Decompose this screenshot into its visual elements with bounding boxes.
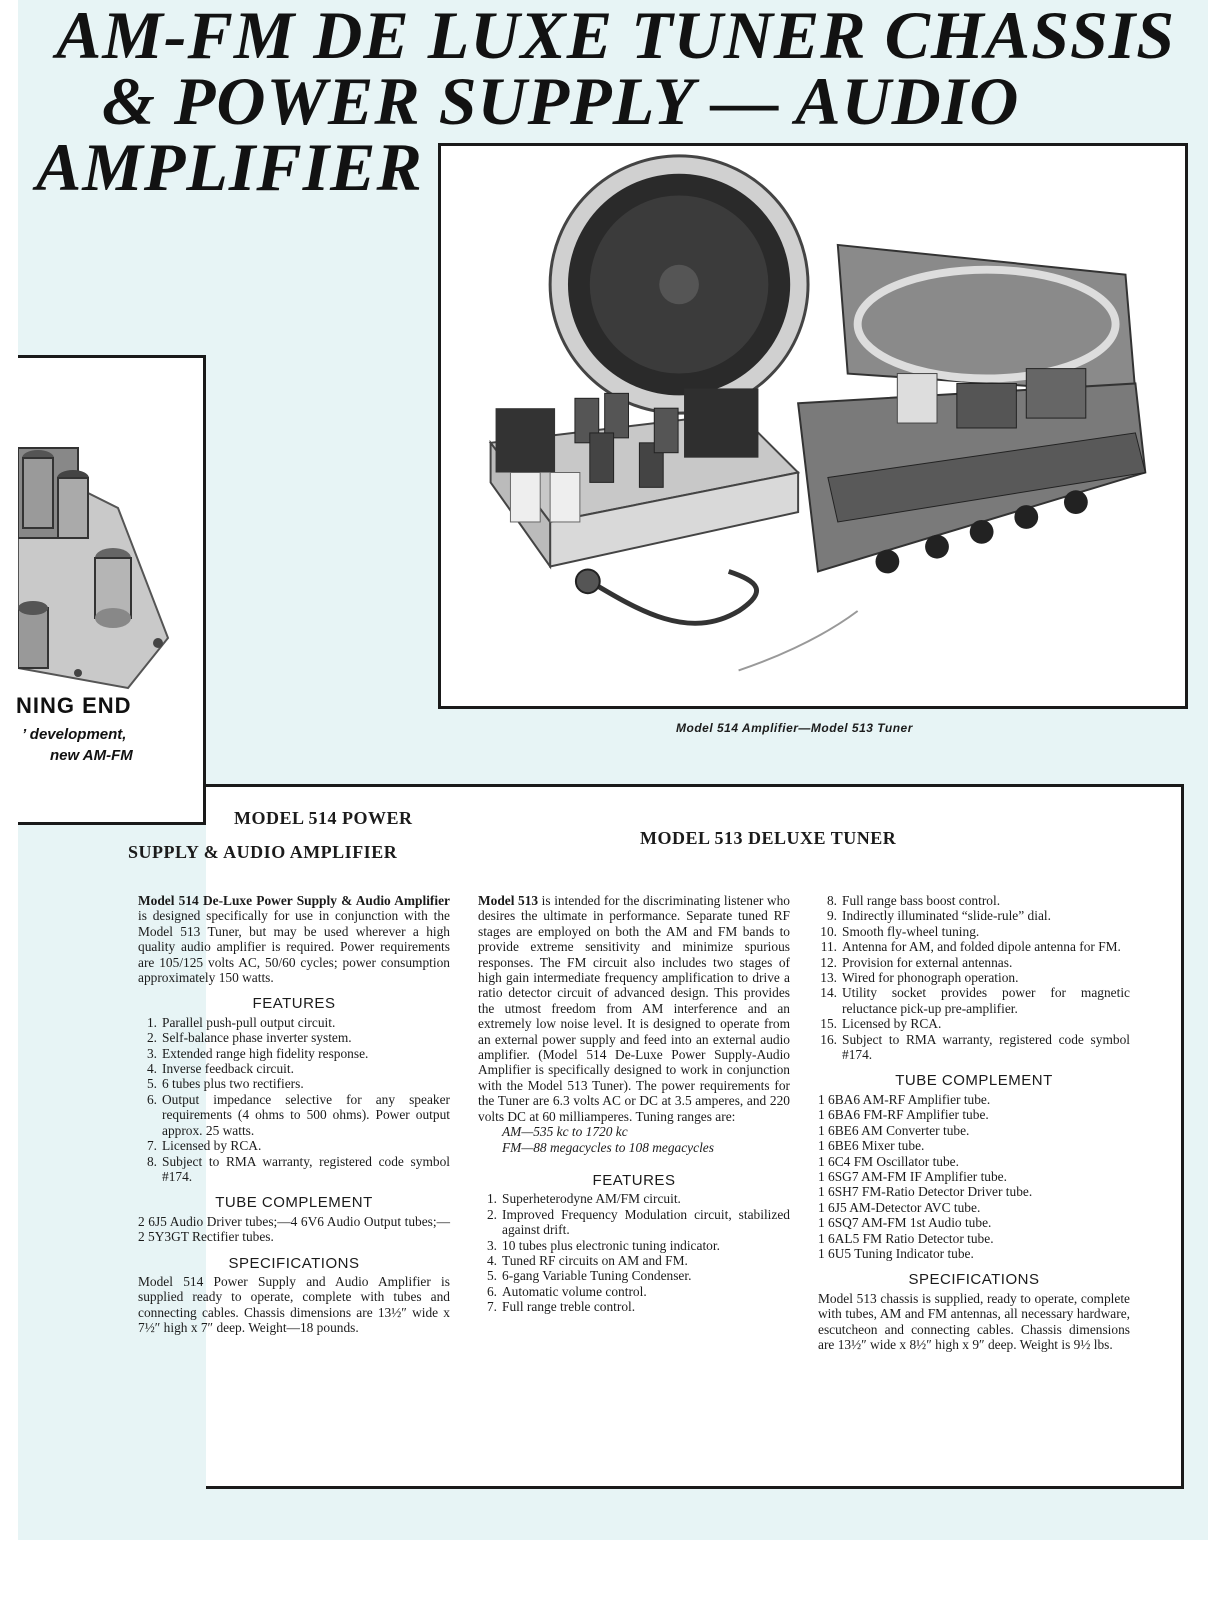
feature-text: Utility socket provides power for magnetic reluctance pick-up pre-amplifier. [842,985,1130,1016]
model-514-features-list [138,1015,450,1184]
feature-item [138,1138,450,1153]
feature-text: Extended range high fidelity response. [162,1045,369,1061]
side-caption-line-1: NING END [16,693,132,718]
feature-number: 13. [820,970,837,986]
feature-item [478,1207,790,1238]
feature-text: Indirectly illuminated “slide-rule” dial. [842,908,1051,924]
model-514-features-title: FEATURES [252,995,336,1013]
model-514-heading-line-2: SUPPLY & AUDIO AMPLIFIER [128,842,398,862]
feature-number: 4. [486,1252,497,1268]
model-514-tube-title: TUBE COMPLEMENT [215,1194,373,1212]
feature-number: 1. [146,1014,157,1030]
tuning-range-am: AM—535 kc to 1720 kc [502,1124,628,1140]
model-513-spec-title: SPECIFICATIONS [908,1271,1040,1289]
feature-item [818,955,1130,970]
product-photo [438,143,1188,709]
tube-item: 1 6SG7 AM-FM IF Amplifier tube. [818,1168,1007,1184]
feature-text: Provision for external antennas. [842,954,1013,970]
tube-item: 1 6BE6 Mixer tube. [818,1138,925,1154]
model-513-features-list-a [478,1191,790,1314]
feature-item [478,1238,790,1253]
feature-text: Full range treble control. [502,1299,636,1315]
feature-text: Wired for phonograph operation. [842,970,1019,986]
feature-number: 3. [146,1045,157,1061]
feature-item [818,1032,1130,1063]
tube-item: 1 6BA6 FM-RF Amplifier tube. [818,1107,989,1123]
title-line-3: AMPLIFIER [36,129,423,205]
model-513-intro-bold: Model 513 [478,893,539,908]
feature-number: 9. [826,908,837,924]
feature-text: 6 tubes plus two rectifiers. [162,1076,304,1092]
tube-item: 1 6BE6 AM Converter tube. [818,1122,970,1138]
tube-item: 1 6C4 FM Oscillator tube. [818,1153,959,1169]
feature-item [478,1284,790,1299]
feature-item [138,1154,450,1185]
model-514-intro-text: is designed specifically for use in conjunction with the Model 513 Tuner, but may be used wherever a high quality audio amplifier is required. Power requirements are 105/125 volts AC, 50/60 cycles; power consumption approximately 150 watts. [138,908,450,986]
feature-text: Subject to RMA warranty, registered code symbol #174. [162,1153,450,1184]
feature-number: 8. [826,893,837,908]
feature-text: Full range bass boost control. [842,893,1001,908]
feature-text: Automatic volume control. [502,1283,647,1299]
side-caption-line-3: new AM-FM [50,747,133,764]
model-513-column-2 [818,893,1130,1352]
feature-number: 2. [486,1206,497,1222]
feature-number: 14. [820,985,837,1001]
photo-caption: Model 514 Amplifier—Model 513 Tuner [676,721,913,735]
tube-item: 1 6U5 Tuning Indicator tube. [818,1245,974,1261]
feature-item [138,1092,450,1138]
feature-item [478,1268,790,1283]
feature-number: 2. [146,1030,157,1046]
feature-number: 5. [486,1268,497,1284]
feature-text: Improved Frequency Modulation circuit, stabilized against drift. [502,1206,790,1238]
feature-number: 3. [486,1237,497,1253]
tube-item: 1 6AL5 FM Ratio Detector tube. [818,1230,994,1246]
feature-item [138,1046,450,1061]
tube-item: 1 6SH7 FM-Ratio Detector Driver tube. [818,1184,1033,1200]
feature-item [818,970,1130,985]
feature-item [818,908,1130,923]
title-line-2: & POWER SUPPLY — AUDIO [102,63,1020,139]
feature-number: 6. [486,1283,497,1299]
feature-item [478,1191,790,1206]
model-514-tube-text: 2 6J5 Audio Driver tubes;—4 6V6 Audio Output tubes;—2 5Y3GT Rectifier tubes. [138,1213,450,1245]
tube-item: 1 6BA6 AM-RF Amplifier tube. [818,1091,991,1107]
feature-number: 1. [486,1191,497,1207]
feature-text: Subject to RMA warranty, registered code symbol #174. [842,1031,1130,1063]
feature-number: 8. [146,1153,157,1169]
feature-text: Output impedance selective for any speaker requirements (4 ohms to 500 ohms). Power output approx. 25 watts. [162,1091,450,1138]
feature-number: 5. [146,1076,157,1092]
model-514-column [138,893,450,1336]
model-513-tube-list [818,1092,1130,1261]
tube-item: 1 6J5 AM-Detector AVC tube. [818,1199,981,1215]
feature-item [478,1253,790,1268]
feature-item [138,1076,450,1091]
feature-item [818,939,1130,954]
feature-text: 6-gang Variable Tuning Condenser. [502,1268,692,1284]
feature-text: Superheterodyne AM/FM circuit. [502,1191,681,1207]
feature-number: 15. [820,1016,837,1032]
feature-number: 4. [146,1061,157,1077]
feature-text: Parallel push-pull output circuit. [162,1014,336,1030]
feature-number: 12. [820,954,837,970]
feature-text: Self-balance phase inverter system. [162,1030,352,1046]
feature-text: Inverse feedback circuit. [162,1061,294,1077]
side-caption-line-2: ’ development, [22,726,127,743]
feature-item [138,1015,450,1030]
feature-number: 7. [486,1299,497,1315]
feature-text: Antenna for AM, and folded dipole antenna for FM. [842,939,1121,955]
model-514-intro-bold: Model 514 De-Luxe Power Supply & Audio Amplifier [138,893,450,908]
model-514-spec-title: SPECIFICATIONS [228,1254,360,1272]
model-514-spec-text: Model 514 Power Supply and Audio Amplifier is supplied ready to operate, complete with tubes and connecting cables. Chassis dimensions are 13½″ wide x 7½″ high x 7″ deep. Weight—18 pounds. [138,1273,450,1336]
model-513-intro-text: is intended for the discriminating listener who desires the ultimate in performance. Separate tuned RF stages are employed on both the AM and FM bands to provide extreme sensitivity and minimize spurious responses. The FM circuit also includes two stages of high gain intermediate frequency amplification to drive a ratio detector circuit of advanced design. This provides the utmost freedom from AM interference and an extremely low noise level. It is designed to operate from an external power supply and feed into an external audio amplifier. (Model 514 De-Luxe Power Supply-Audio Amplifier is specifically designed to work in conjunction with the Model 513 Tuner). The power requirements for the Tuner are 6.3 volts AC or DC at 3.5 amperes, and 220 volts DC at 60 milliamperes. Tuning ranges are: [478,893,790,1124]
feature-number: 10. [820,923,837,939]
feature-text: 10 tubes plus electronic tuning indicator. [502,1237,720,1253]
feature-item [818,985,1130,1016]
feature-item [138,1030,450,1045]
feature-item [138,1061,450,1076]
tube-item: 1 6SQ7 AM-FM 1st Audio tube. [818,1215,992,1231]
title-line-1: AM-FM DE LUXE TUNER CHASSIS [56,0,1176,73]
model-513-features-title: FEATURES [592,1171,676,1189]
feature-text: Licensed by RCA. [842,1016,942,1032]
model-513-heading: MODEL 513 DELUXE TUNER [640,828,897,848]
feature-number: 7. [146,1138,157,1154]
feature-number: 11. [820,939,837,955]
feature-number: 6. [146,1091,157,1107]
feature-text: Licensed by RCA. [162,1138,262,1154]
model-513-features-list-b [818,893,1130,1062]
amplifier-tuner-photo [441,146,1185,706]
feature-item [478,1299,790,1314]
model-513-tube-title: TUBE COMPLEMENT [895,1072,1053,1090]
feature-number: 16. [820,1031,837,1047]
model-514-heading-line-1: MODEL 514 POWER [234,808,413,828]
model-513-column-1 [478,893,790,1315]
tuning-end-photo [18,418,198,708]
model-513-intro [478,893,790,1124]
model-514-intro [138,893,450,985]
feature-item [818,924,1130,939]
feature-item [818,893,1130,908]
tuning-range-fm: FM—88 megacycles to 108 megacycles [502,1139,714,1155]
feature-text: Smooth fly-wheel tuning. [842,923,980,939]
feature-item [818,1016,1130,1031]
model-513-spec-text: Model 513 chassis is supplied, ready to operate, complete with tubes, AM and FM antennas, all necessary hardware, escutcheon and connecting cables. Chassis dimensions are 13½″ wide x 8½″ high x 9″ deep. Weight is 9½ lbs. [818,1290,1130,1352]
feature-text: Tuned RF circuits on AM and FM. [502,1252,688,1268]
